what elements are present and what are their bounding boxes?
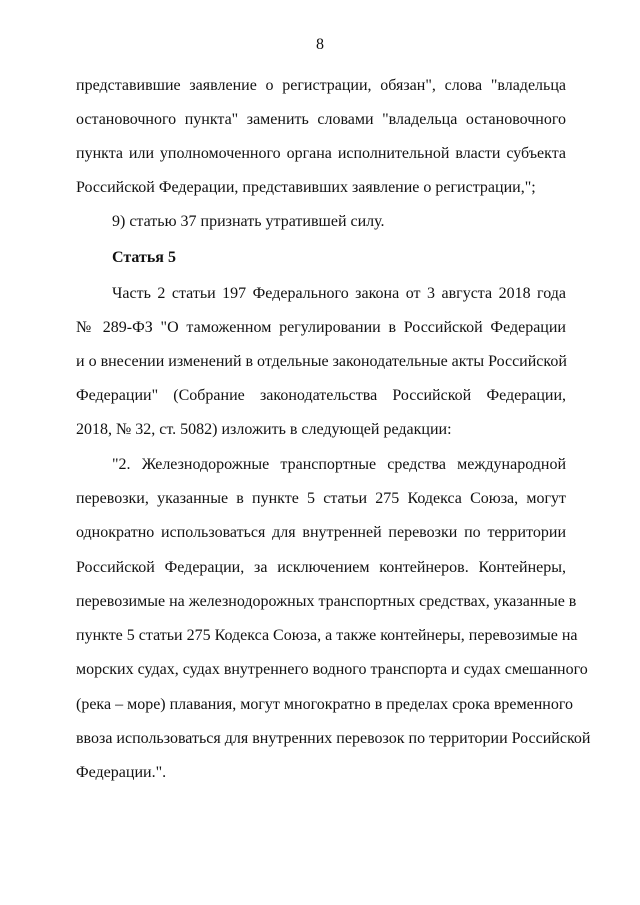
text-line: Российской Федерации, представивших заявление о регистрации,"; bbox=[76, 179, 536, 196]
text-line: перевозимые на железнодорожных транспортных средствах, указанные в bbox=[76, 593, 577, 610]
text-line: представившие заявление о регистрации, обязан", слова "владельца bbox=[76, 77, 566, 94]
text-line: пункте 5 статьи 275 Кодекса Союза, а также контейнеры, перевозимые на bbox=[76, 627, 578, 644]
text-line: 2018, № 32, ст. 5082) изложить в следующей редакции: bbox=[76, 421, 452, 438]
text-line: однократно использоваться для внутренней перевозки по территории bbox=[76, 524, 566, 541]
page-number: 8 bbox=[316, 36, 324, 53]
text-line: и о внесении изменений в отдельные законодательные акты Российской bbox=[76, 353, 567, 370]
text-line: Часть 2 статьи 197 Федерального закона от 3 августа 2018 года bbox=[112, 285, 566, 302]
text-line: (река – море) плавания, могут многократно в пределах срока временного bbox=[76, 696, 573, 713]
text-line: Федерации.". bbox=[76, 764, 167, 781]
text-line: перевозки, указанные в пункте 5 статьи 275 Кодекса Союза, могут bbox=[76, 490, 566, 507]
text-line: Российской Федерации, за исключением контейнеров. Контейнеры, bbox=[76, 559, 566, 576]
text-line: ввоза использоваться для внутренних перевозок по территории Российской bbox=[76, 730, 591, 747]
text-line: морских судах, судах внутреннего водного транспорта и судах смешанного bbox=[76, 661, 588, 678]
text-line: пункта или уполномоченного органа исполнительной власти субъекта bbox=[76, 145, 566, 162]
text-line: Федерации" (Собрание законодательства Российской Федерации, bbox=[76, 387, 566, 404]
list-item-9: 9) статью 37 признать утратившей силу. bbox=[112, 213, 385, 230]
text-line: "2. Железнодорожные транспортные средства международной bbox=[112, 456, 566, 473]
text-line: остановочного пункта" заменить словами "владельца остановочного bbox=[76, 111, 566, 128]
text-line: № 289-ФЗ "О таможенном регулировании в Российской Федерации bbox=[76, 319, 566, 336]
article-heading: Статья 5 bbox=[112, 249, 176, 266]
